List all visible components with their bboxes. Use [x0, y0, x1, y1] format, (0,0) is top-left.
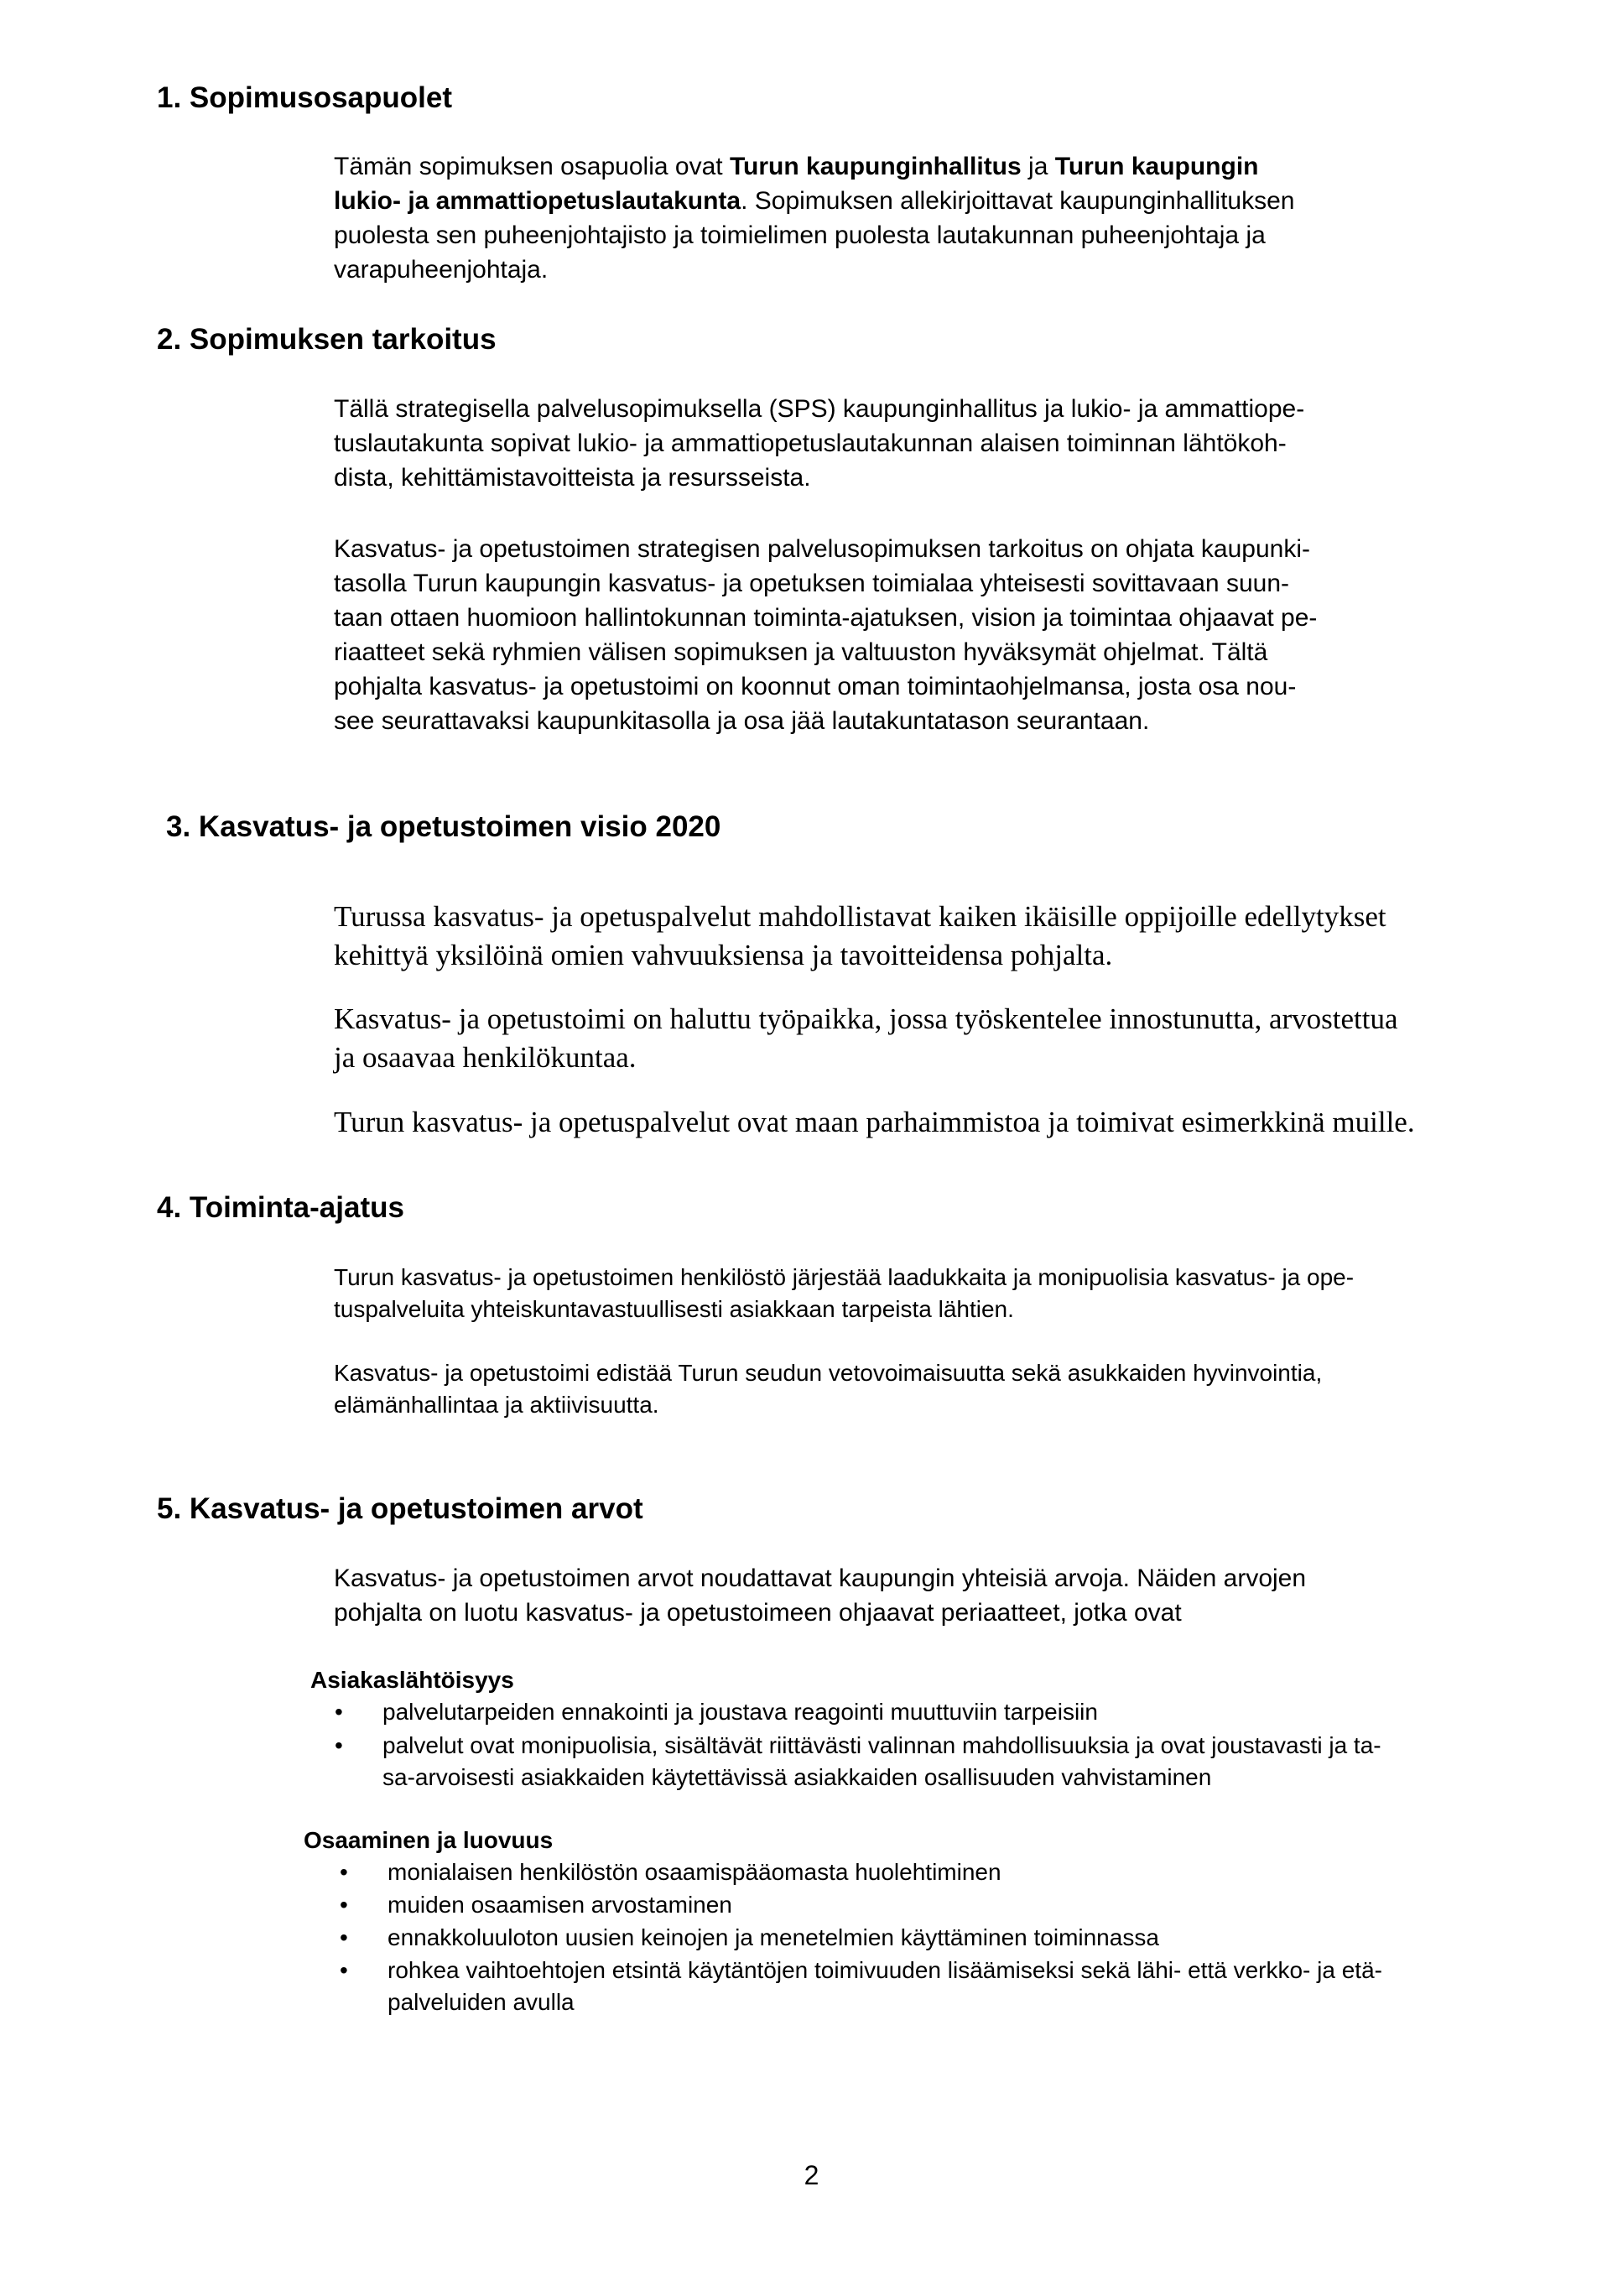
section-2-paragraph-1 — [334, 392, 1304, 495]
text-line: monialaisen henkilöstön osaamispääomasta huolehtiminen — [388, 1859, 1001, 1885]
text-line: lukio- ja ammattiopetuslautakunta. Sopimuksen allekirjoittavat kaupunginhallituksen — [334, 187, 1295, 215]
text-line: puolesta sen puheenjohtajisto ja toimielimen puolesta lautakunnan puheenjohtaja ja — [334, 221, 1266, 249]
list-item — [340, 1856, 1001, 1888]
section-2-paragraph-2 — [334, 532, 1317, 738]
text-line: palvelut ovat monipuolisia, sisältävät riittävästi valinnan mahdollisuuksia ja ovat joustavasti ja ta- — [382, 1732, 1381, 1758]
text-line: Turun kasvatus- ja opetuspalvelut ovat maan parhaimmistoa ja toimivat esimerkkinä muille. — [334, 1106, 1415, 1138]
list-item — [340, 1889, 732, 1921]
text-line: Kasvatus- ja opetustoimen arvot noudattavat kaupungin yhteisiä arvoja. Näiden arvojen — [334, 1565, 1307, 1592]
group-heading-competence-creativity: Osaaminen ja luovuus — [304, 1827, 554, 1853]
text-line: sa-arvoisesti asiakkaiden käytettävissä asiakkaiden osallisuuden vahvistaminen — [382, 1764, 1212, 1790]
text-line: riaatteet sekä ryhmien välisen sopimuksen ja valtuuston hyväksymät ohjelmat. Tältä — [334, 638, 1268, 666]
section-4-heading: 4. Toiminta-ajatus — [157, 1191, 404, 1224]
text-line: tuslautakunta sopivat lukio- ja ammattiopetuslautakunnan alaisen toiminnan lähtökoh- — [334, 430, 1287, 457]
vision-paragraph-2 — [334, 1000, 1398, 1077]
text-line: ennakkoluuloton uusien keinojen ja menetelmien käyttäminen toiminnassa — [388, 1924, 1159, 1950]
text-line: pohjalta kasvatus- ja opetustoimi on koonnut oman toimintaohjelmansa, josta osa nou- — [334, 673, 1297, 700]
text-line: Tämän sopimuksen osapuolia ovat Turun kaupunginhallitus ja Turun kaupungin — [334, 153, 1259, 180]
text-line: tasolla Turun kaupungin kasvatus- ja opetuksen toimialaa yhteisesti sovittavaan suun- — [334, 570, 1289, 597]
text-line: elämänhallintaa ja aktiivisuutta. — [334, 1392, 659, 1418]
bullet-icon: • — [335, 1699, 343, 1725]
text-line: kehittyä yksilöinä omien vahvuuksiensa ja tavoitteidensa pohjalta. — [334, 939, 1113, 971]
list-item — [335, 1730, 1381, 1794]
section-5-heading: 5. Kasvatus- ja opetustoimen arvot — [157, 1492, 643, 1525]
section-1-paragraph — [334, 149, 1294, 287]
mission-paragraph-2 — [334, 1357, 1322, 1421]
text-line: pohjalta on luotu kasvatus- ja opetustoimeen ohjaavat periaatteet, jotka ovat — [334, 1599, 1182, 1627]
section-1-heading: 1. Sopimusosapuolet — [157, 81, 452, 114]
section-2-heading: 2. Sopimuksen tarkoitus — [157, 323, 497, 356]
text-line: see seurattavaksi kaupunkitasolla ja osa jää lautakuntatason seurantaan. — [334, 707, 1150, 735]
text-line: tuspalveluita yhteiskuntavastuullisesti asiakkaan tarpeista lähtien. — [334, 1296, 1014, 1322]
text-line: muiden osaamisen arvostaminen — [388, 1892, 732, 1918]
text-line: Kasvatus- ja opetustoimi on haluttu työpaikka, jossa työskentelee innostunutta, arvostettua — [334, 1002, 1398, 1035]
list-item — [340, 1922, 1159, 1954]
values-intro-paragraph — [334, 1561, 1306, 1630]
bullet-icon: • — [340, 1859, 348, 1885]
text-line: palveluiden avulla — [388, 1989, 575, 2015]
list-item — [335, 1696, 1098, 1728]
text-line: palvelutarpeiden ennakointi ja joustava reagointi muuttuviin tarpeisiin — [382, 1699, 1098, 1725]
bullet-icon: • — [340, 1924, 348, 1950]
vision-paragraph-1 — [334, 898, 1386, 975]
text-line: Kasvatus- ja opetustoimen strategisen palvelusopimuksen tarkoitus on ohjata kaupunki- — [334, 535, 1310, 563]
mission-paragraph-1 — [334, 1262, 1354, 1325]
text-line: varapuheenjohtaja. — [334, 256, 549, 284]
text-line: dista, kehittämistavoitteista ja resursseista. — [334, 464, 811, 492]
list-item — [340, 1955, 1382, 2018]
text-line: taan ottaen huomioon hallintokunnan toiminta-ajatuksen, vision ja toimintaa ohjaavat pe- — [334, 604, 1318, 632]
bullet-icon: • — [335, 1732, 343, 1758]
text-line: Kasvatus- ja opetustoimi edistää Turun seudun vetovoimaisuutta sekä asukkaiden hyvinvointia, — [334, 1360, 1323, 1386]
text-line: Turussa kasvatus- ja opetuspalvelut mahdollistavat kaiken ikäisille oppijoille edellytykset — [334, 900, 1386, 933]
bullet-icon: • — [340, 1892, 348, 1918]
vision-paragraph-3 — [334, 1103, 1415, 1142]
bullet-icon: • — [340, 1957, 348, 1983]
section-3-heading: 3. Kasvatus- ja opetustoimen visio 2020 — [166, 810, 721, 843]
text-line: Tällä strategisella palvelusopimuksella (SPS) kaupunginhallitus ja lukio- ja ammattiope- — [334, 395, 1305, 423]
page-number: 2 — [804, 2160, 819, 2190]
text-line: Turun kasvatus- ja opetustoimen henkilöstö järjestää laadukkaita ja monipuolisia kasvatus- ja ope- — [334, 1264, 1355, 1290]
text-line: rohkea vaihtoehtojen etsintä käytäntöjen toimivuuden lisäämiseksi sekä lähi- että verkko- ja etä- — [388, 1957, 1382, 1983]
text-line: ja osaavaa henkilökuntaa. — [334, 1041, 637, 1074]
group-heading-customer-orientation: Asiakaslähtöisyys — [310, 1667, 514, 1693]
